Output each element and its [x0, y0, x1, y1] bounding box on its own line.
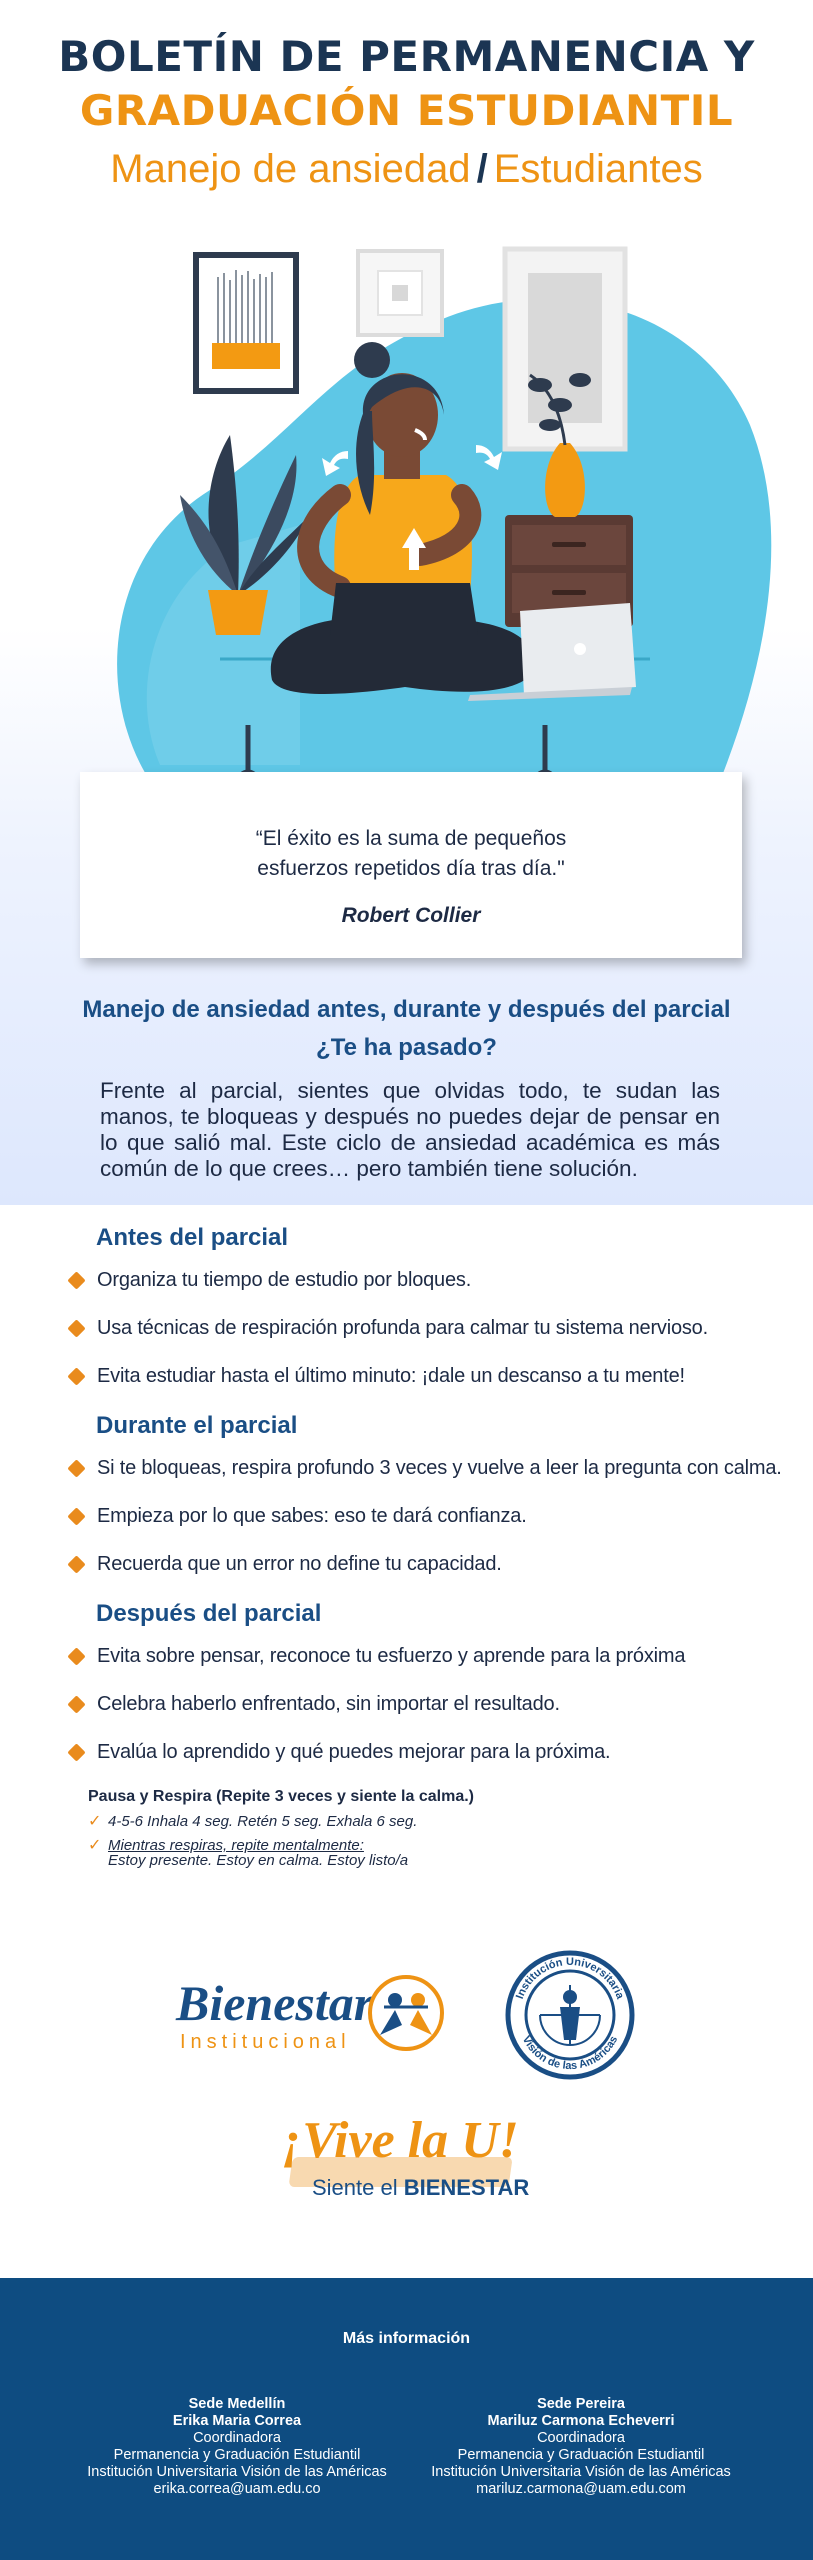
wall-frame-right — [505, 249, 625, 449]
subtitle-audience: Estudiantes — [493, 147, 703, 191]
vive-tagline — [312, 2175, 529, 2200]
diamond-bullet-icon — [67, 1507, 85, 1525]
contact-email[interactable]: erika.correa@uam.edu.co — [153, 2481, 321, 2497]
footer — [0, 2278, 813, 2560]
list-item-text: Empieza por lo que sabes: eso te dará confianza. — [97, 1504, 527, 1527]
pause-item-2-line-1: Mientras respiras, repite mentalmente: — [108, 1837, 364, 1854]
diamond-bullet-icon — [67, 1555, 85, 1573]
contact-dept: Permanencia y Graduación Estudiantil — [457, 2447, 705, 2463]
list-item-text: Recuerda que un error no define tu capacidad. — [97, 1552, 502, 1575]
wall-frame-left — [196, 255, 296, 391]
list-item-text: Evita estudiar hasta el último minuto: ¡dale un descanso a tu mente! — [97, 1364, 685, 1387]
pause-and-breathe — [88, 1788, 688, 1868]
pause-item-2 — [108, 1838, 408, 1868]
contact-site: Sede Medellín — [188, 2396, 286, 2412]
list-item-text: Organiza tu tiempo de estudio por bloques. — [97, 1268, 472, 1291]
quote-text — [80, 824, 742, 884]
diamond-bullet-icon — [67, 1319, 85, 1337]
contact-name: Erika Maria Correa — [172, 2413, 302, 2429]
pause-title: Pausa y Respira (Repite 3 veces y siente la calma.) — [88, 1788, 474, 1805]
diamond-bullet-icon — [67, 1695, 85, 1713]
contact-dept: Permanencia y Graduación Estudiantil — [113, 2447, 361, 2463]
contact-role: Coordinadora — [193, 2430, 281, 2446]
bienestar-logo — [175, 1975, 442, 2053]
intro-heading: Manejo de ansiedad antes, durante y después del parcial — [82, 996, 731, 1023]
contact-institution: Institución Universitaria Visión de las Américas — [87, 2464, 387, 2480]
footer-title: Más información — [342, 2330, 471, 2347]
list-item — [70, 1540, 813, 1588]
pause-item-1: 4-5-6 Inhala 4 seg. Retén 5 seg. Exhala 6 seg. — [108, 1813, 418, 1830]
diamond-bullet-icon — [67, 1271, 85, 1289]
vive-tagline-light: Siente el — [312, 2175, 398, 2200]
university-seal — [508, 1953, 632, 2077]
subtitle — [0, 144, 813, 194]
list-item-text: Si te bloqueas, respira profundo 3 veces y vuelve a leer la pregunta con calma. — [97, 1456, 782, 1479]
tips-sections — [0, 1220, 813, 1776]
seal-top-text: Institución Universitaria — [513, 1956, 627, 2001]
section-title: Después del parcial — [96, 1600, 322, 1627]
checkmark-icon: ✓ — [88, 1837, 102, 1854]
pause-item-2-line-2: Estoy presente. Estoy en calma. Estoy listo/a — [108, 1852, 409, 1869]
contact-institution: Institución Universitaria Visión de las Américas — [431, 2464, 731, 2480]
bienestar-wordmark: Bienestar — [176, 1975, 374, 2031]
contact-pereira — [416, 2396, 746, 2498]
section-during — [0, 1408, 813, 1588]
breathing-woman-illustration — [0, 225, 813, 795]
quote-line-2: esfuerzos repetidos día tras día." — [257, 857, 565, 880]
diamond-bullet-icon — [67, 1459, 85, 1477]
vive-tagline-bold: BIENESTAR — [403, 2175, 530, 2200]
section-after — [0, 1596, 813, 1776]
contact-role: Coordinadora — [537, 2430, 625, 2446]
subtitle-topic: Manejo de ansiedad — [110, 147, 471, 191]
contact-email[interactable]: mariluz.carmona@uam.edu.com — [476, 2481, 686, 2497]
list-item — [70, 1444, 813, 1492]
list-item — [70, 1492, 813, 1540]
list-item — [88, 1838, 688, 1868]
quote-author: Robert Collier — [341, 904, 481, 927]
title-line-2: GRADUACIÓN ESTUDIANTIL — [79, 86, 734, 135]
vive-la-u-logo — [270, 2105, 550, 2205]
contact-site: Sede Pereira — [537, 2396, 625, 2412]
diamond-bullet-icon — [67, 1367, 85, 1385]
section-before — [0, 1220, 813, 1400]
subtitle-separator: / — [476, 147, 488, 191]
section-title: Durante el parcial — [96, 1412, 298, 1439]
contact-medellin — [72, 2396, 402, 2498]
quote-card — [80, 772, 742, 958]
list-item — [70, 1352, 813, 1400]
diamond-bullet-icon — [67, 1743, 85, 1761]
title-line-1: BOLETÍN DE PERMANENCIA Y — [58, 32, 755, 81]
list-item — [70, 1304, 813, 1352]
list-item — [70, 1728, 813, 1776]
seal-bottom-text: Visión de las Américas — [519, 2034, 621, 2073]
vive-wordmark: ¡Vive la U! — [282, 2112, 519, 2169]
list-item-text: Usa técnicas de respiración profunda para calmar tu sistema nervioso. — [97, 1316, 708, 1339]
list-item — [88, 1814, 688, 1830]
wall-frame-center — [358, 251, 442, 335]
list-item-text: Evalúa lo aprendido y qué puedes mejorar para la próxima. — [97, 1740, 611, 1763]
intro-question: ¿Te ha pasado? — [316, 1034, 497, 1061]
list-item — [70, 1680, 813, 1728]
contact-name: Mariluz Carmona Echeverri — [487, 2413, 675, 2429]
list-item-text: Evita sobre pensar, reconoce tu esfuerzo y aprende para la próxima — [97, 1644, 686, 1667]
list-item — [70, 1632, 813, 1680]
quote-line-1: “El éxito es la suma de pequeños — [255, 827, 567, 850]
section-title: Antes del parcial — [96, 1224, 289, 1251]
checkmark-icon: ✓ — [88, 1813, 102, 1830]
diamond-bullet-icon — [67, 1647, 85, 1665]
page-header — [0, 30, 813, 194]
list-item — [70, 1256, 813, 1304]
logos-row — [0, 1945, 813, 2095]
list-item-text: Celebra haberlo enfrentado, sin importar el resultado. — [97, 1692, 560, 1715]
intro-paragraph: Frente al parcial, sientes que olvidas todo, te sudan las manos, te bloqueas y después no puedes dejar de pensar en lo que salió mal. Este ciclo de ansiedad académica es más común de lo que crees… pero también tiene solución. — [100, 1078, 720, 1181]
bienestar-subtitle: Institucional — [180, 2031, 351, 2053]
